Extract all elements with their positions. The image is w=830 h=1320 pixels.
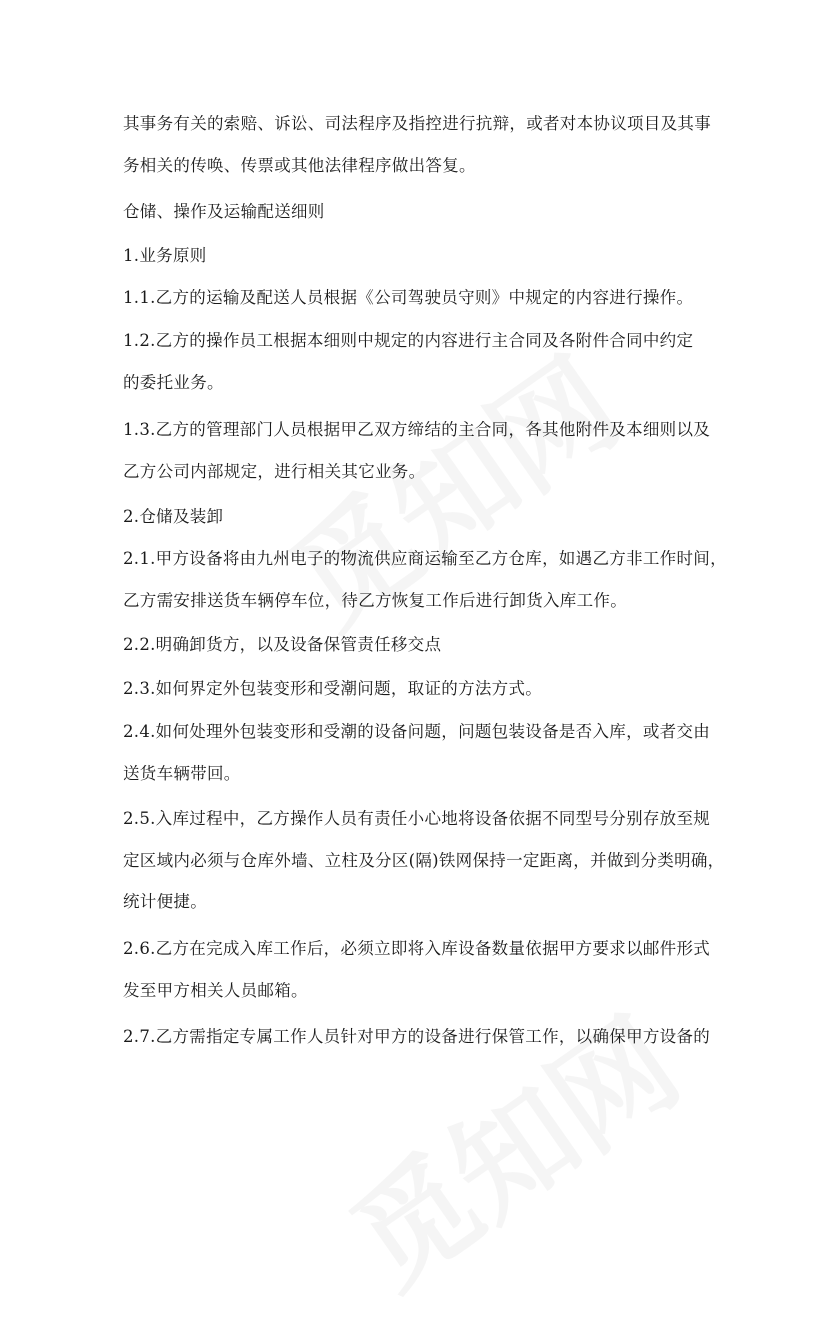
paragraph [123,277,713,319]
text-line: 2.6.乙方在完成入库工作后，必须立即将入库设备数量依据甲方要求以邮件形式 [123,939,711,958]
paragraph [123,320,713,403]
text-line: 的委托业务。 [123,372,224,392]
paragraph [123,1016,713,1058]
paragraph [123,668,713,710]
paragraph [123,538,727,621]
section-heading [123,496,713,538]
paragraph [123,798,725,923]
text-line: 2.3.如何界定外包装变形和受潮问题，取证的方法方式。 [123,679,543,698]
text-line: 1.1.乙方的运输及配送人员根据《公司驾驶员守则》中规定的内容进行操作。 [123,288,694,307]
text-line: 1.2.乙方的操作员工根据本细则中规定的内容进行主合同及各附件合同中约定 [123,331,694,350]
text-line: 2.1.甲方设备将由九州电子的物流供应商运输至乙方仓库，如遇乙方非工作时间， [123,549,727,568]
paragraph [123,711,713,794]
text-line: 定区域内必须与仓库外墙、立柱及分区(隔)铁网保持一定距离，并做到分类明确， [123,850,725,870]
text-line: 乙方需安排送货车辆停车位，待乙方恢复工作后进行卸货入库工作。 [123,590,627,610]
text-line: 1.业务原则 [123,246,207,265]
text-line: 乙方公司内部规定，进行相关其它业务。 [123,461,426,481]
paragraph [123,103,713,186]
paragraph [123,928,713,1011]
paragraph [123,409,713,492]
section-heading [123,235,713,277]
text-line: 2.仓储及装卸 [123,507,224,526]
text-line: 发至甲方相关人员邮箱。 [123,980,308,1000]
section-heading [123,191,713,233]
text-line: 送货车辆带回。 [123,763,241,783]
text-line: 2.7.乙方需指定专属工作人员针对甲方的设备进行保管工作，以确保甲方设备的 [123,1027,711,1046]
text-line: 2.4.如何处理外包装变形和受潮的设备问题，问题包装设备是否入库，或者交由 [123,722,711,741]
text-line: 1.3.乙方的管理部门人员根据甲乙双方缔结的主合同，各其他附件及本细则以及 [123,420,711,439]
text-line: 2.2.明确卸货方，以及设备保管责任移交点 [123,635,442,654]
text-line: 仓储、操作及运输配送细则 [123,202,325,221]
text-line: 其事务有关的索赔、诉讼、司法程序及指控进行抗辩，或者对本协议项目及其事 [123,114,711,133]
text-line: 统计便捷。 [123,892,207,911]
text-line: 务相关的传唤、传票或其他法律程序做出答复。 [123,155,476,175]
paragraph [123,624,713,666]
text-line: 2.5.入库过程中，乙方操作人员有责任小心地将设备依据不同型号分别存放至规 [123,809,711,828]
